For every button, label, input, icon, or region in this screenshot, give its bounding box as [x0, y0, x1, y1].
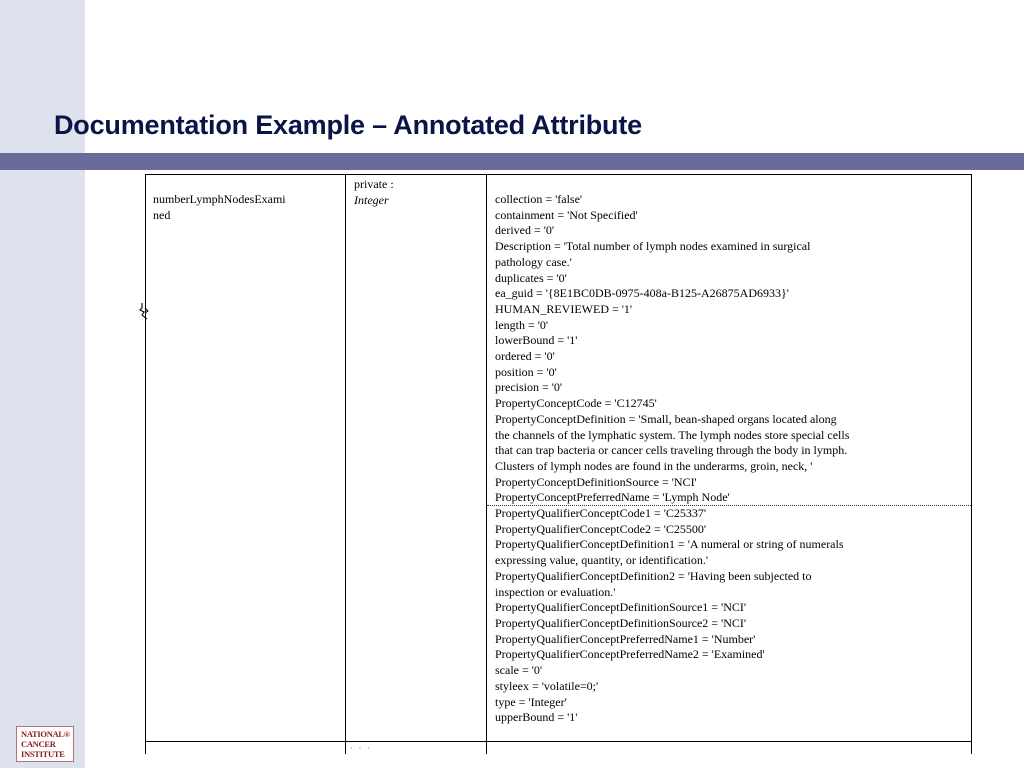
tagged-value-line: ordered = '0'	[495, 349, 555, 364]
attribute-name-cell	[146, 175, 346, 754]
tagged-value-line: styleex = 'volatile=0;'	[495, 678, 599, 693]
tagged-value-line: that can trap bacteria or cancer cells traveling through the body in lymph.	[495, 443, 848, 458]
tagged-value-line: PropertyQualifierConceptCode1 = 'C25337'	[495, 506, 707, 521]
table-row-divider	[146, 741, 971, 742]
tagged-value-line: length = '0'	[495, 317, 549, 332]
tagged-value-line: lowerBound = '1'	[495, 333, 578, 348]
tagged-value-line: scale = '0'	[495, 663, 543, 678]
title-underline-bar	[0, 153, 1024, 170]
attribute-name-line2: ned	[153, 207, 171, 222]
logo-line-cancer: CANCER	[21, 739, 56, 749]
tagged-value-line: containment = 'Not Specified'	[495, 207, 638, 222]
tagged-value-line: inspection or evaluation.'	[495, 584, 616, 599]
tagged-value-line: type = 'Integer'	[495, 694, 567, 709]
tagged-value-line: PropertyQualifierConceptDefinition2 = 'Having been subjected to	[495, 568, 812, 583]
logo-line-institute: INSTITUTE	[21, 749, 65, 759]
tagged-value-line: pathology case.'	[495, 254, 572, 269]
tagged-value-line: PropertyQualifierConceptDefinitionSource1 = 'NCI'	[495, 600, 747, 615]
tagged-value-line: Clusters of lymph nodes are found in the underarms, groin, neck, '	[495, 458, 813, 473]
tagged-value-line: PropertyQualifierConceptPreferredName2 = 'Examined'	[495, 647, 765, 662]
tagged-value-line: PropertyQualifierConceptDefinition1 = 'A numeral or string of numerals	[495, 537, 844, 552]
tagged-value-line: Description = 'Total number of lymph nodes examined in surgical	[495, 239, 811, 254]
tagged-value-line: position = '0'	[495, 364, 557, 379]
tagged-value-line: PropertyQualifierConceptDefinitionSource2 = 'NCI'	[495, 615, 747, 630]
tagged-value-line: PropertyQualifierConceptCode2 = 'C25500'	[495, 521, 707, 536]
attribute-name-line1: numberLymphNodesExami	[153, 192, 286, 206]
attribute-type: Integer	[354, 192, 389, 207]
tagged-value-line: PropertyQualifierConceptPreferredName1 = 'Number'	[495, 631, 756, 646]
tagged-value-line: precision = '0'	[495, 380, 563, 395]
tagged-value-line: ea_guid = '{8E1BC0DB-0975-408a-B125-A26875AD6933}'	[495, 286, 789, 301]
slide-title: Documentation Example – Annotated Attribute	[54, 110, 642, 140]
tagged-values-cell	[487, 175, 971, 754]
tagged-value-line: duplicates = '0'	[495, 270, 567, 285]
dotted-divider	[487, 505, 971, 506]
nci-logo	[16, 726, 74, 762]
attribute-type-cell	[346, 175, 487, 754]
tagged-value-line: upperBound = '1'	[495, 710, 578, 725]
tagged-value-line: the channels of the lymphatic system. The lymph nodes store special cells	[495, 427, 850, 442]
attribute-documentation-table	[145, 174, 972, 754]
tagged-value-line: HUMAN_REVIEWED = '1'	[495, 301, 633, 316]
attribute-visibility: private :	[354, 177, 394, 191]
tagged-value-line: PropertyConceptPreferredName = 'Lymph Node'	[495, 490, 730, 505]
logo-line-national: NATIONAL®	[21, 729, 70, 739]
tagged-value-line: PropertyConceptDefinitionSource = 'NCI'	[495, 474, 697, 489]
tagged-value-line: expressing value, quantity, or identification.'	[495, 553, 708, 568]
tagged-value-line: collection = 'false'	[495, 192, 583, 206]
tagged-value-line: PropertyConceptCode = 'C12745'	[495, 396, 657, 411]
mouse-cursor-icon	[138, 302, 152, 320]
tagged-value-line: PropertyConceptDefinition = 'Small, bean-shaped organs located along	[495, 411, 837, 426]
next-row-fragment: · · ·	[350, 744, 372, 753]
tagged-value-line: derived = '0'	[495, 223, 555, 238]
